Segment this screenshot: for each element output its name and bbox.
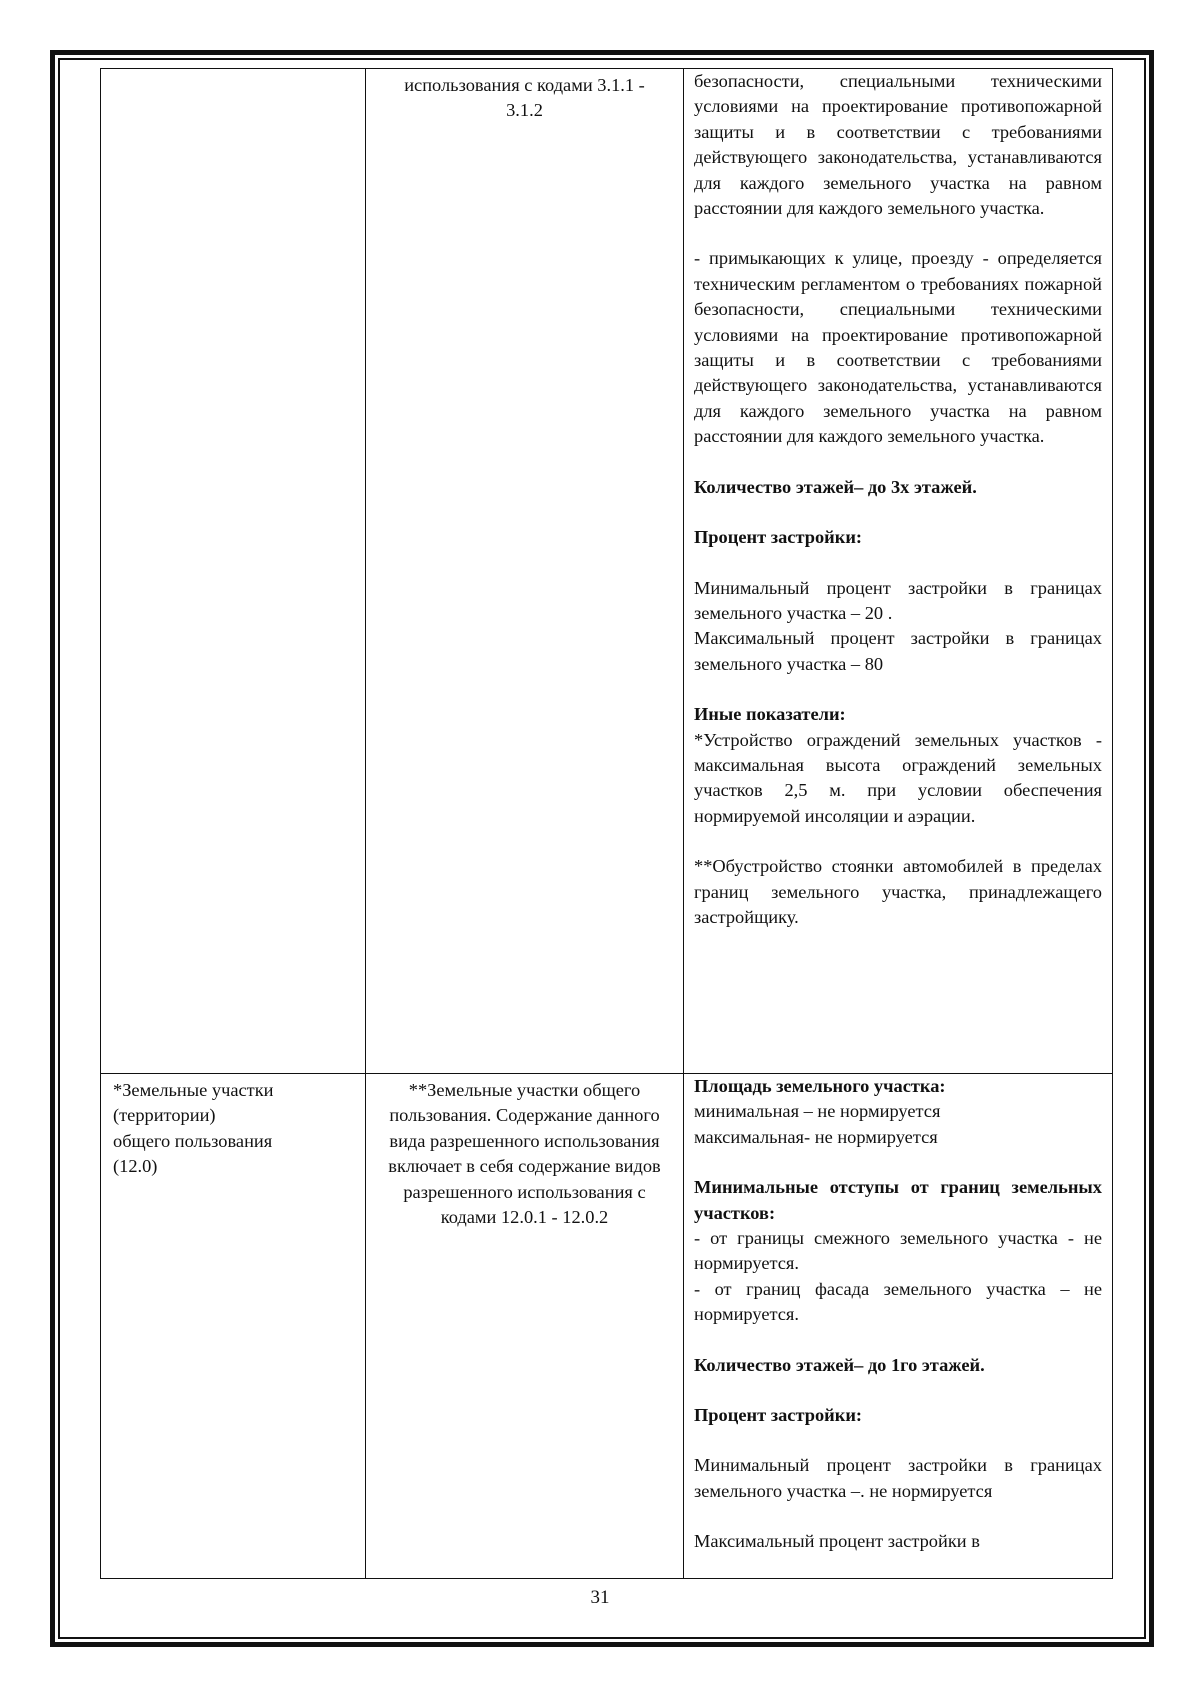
parameter-heading: Минимальные отступы от границ земельных участков: <box>694 1177 1102 1223</box>
page-number: 31 <box>590 1587 610 1608</box>
cell-line: (12.0) <box>113 1156 158 1177</box>
parameter-text: Минимальный процент застройки в границах земельного участка –. не нормируется <box>694 1455 1102 1501</box>
table-row <box>101 69 1113 1074</box>
parameter-text: - от границы смежного земельного участка - не нормируется. <box>694 1228 1102 1274</box>
parameter-text: - примыкающих к улице, проезду - определяется техническим регламентом о требованиях пожарной безопасности, специальными техническими условиями на проектирование противопожарной защиты и в соответствии с требованиями действующего законодательства, устанавливаются для каждого земельного участка на равном расстоянии для каждого земельного участка. <box>694 248 1102 447</box>
parameter-text: минимальная – не нормируется <box>694 1101 941 1122</box>
parameter-text: Максимальный процент застройки в границах земельного участка – 80 <box>694 628 1102 674</box>
cell-description <box>366 1074 684 1579</box>
cell-line: (территории) <box>113 1105 216 1126</box>
parameter-text: Максимальный процент застройки в <box>694 1531 980 1552</box>
cell-line: использования с кодами 3.1.1 - <box>404 75 645 95</box>
cell-line: 3.1.2 <box>506 100 543 121</box>
parameter-text: *Устройство ограждений земельных участков - максимальная высота ограждений земельных участков 2,5 м. при условии обеспечения нормируемой инсоляции и аэрации. <box>694 729 1102 826</box>
cell-text <box>101 69 365 73</box>
cell-text <box>684 69 1112 1073</box>
cell-line: общего пользования <box>113 1130 273 1151</box>
cell-land-use-type <box>101 69 366 1074</box>
parameter-text: - от границ фасада земельного участка – не нормируется. <box>694 1278 1102 1325</box>
cell-line: *Земельные участки <box>113 1080 274 1100</box>
cell-line: **Земельные участки общего пользования. Содержание данного вида разрешенного использования включает в себя содержание видов разрешенного использования с кодами 12.0.1 - 12.0.2 <box>388 1080 661 1228</box>
parameter-text: безопасности, специальными техническими условиями на проектирование противопожарной защиты и в соответствии с требованиями действующего законодательства, устанавливаются для каждого земельного участка на равном расстоянии для каждого земельного участка. <box>694 71 1102 219</box>
cell-parameters <box>684 69 1113 1074</box>
cell-text <box>684 1074 1112 1555</box>
parameter-text: максимальная- не нормируется <box>694 1126 938 1147</box>
parameter-heading: Иные показатели: <box>694 704 846 725</box>
zoning-table <box>100 68 1113 1579</box>
parameter-heading: Площадь земельного участка: <box>694 1076 946 1096</box>
parameter-heading: Процент застройки: <box>694 1405 863 1426</box>
cell-text <box>366 1074 683 1230</box>
parameter-text: Минимальный процент застройки в границах земельного участка – 20 . <box>694 577 1102 623</box>
cell-parameters <box>684 1074 1113 1579</box>
parameter-heading: Процент застройки: <box>694 527 863 548</box>
cell-description <box>366 69 684 1074</box>
parameter-heading: Количество этажей– до 3х этажей. <box>694 476 977 497</box>
table-row <box>101 1074 1113 1579</box>
parameter-heading: Количество этажей– до 1го этажей. <box>694 1354 985 1375</box>
cell-text <box>101 1074 365 1180</box>
cell-land-use-type <box>101 1074 366 1579</box>
cell-text <box>366 69 683 124</box>
parameter-text: **Обустройство стоянки автомобилей в пределах границ земельного участка, принадлежащего застройщику. <box>694 856 1102 927</box>
